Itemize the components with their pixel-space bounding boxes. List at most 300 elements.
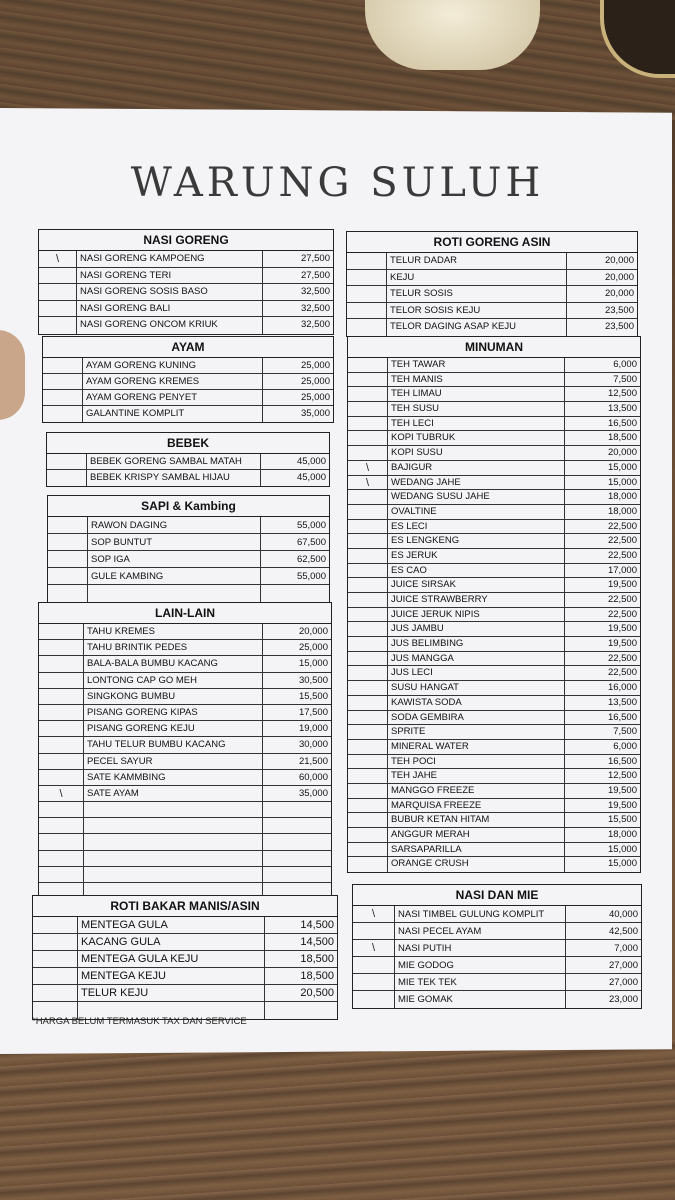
item-name: TEH POCI — [388, 755, 565, 769]
item-price: 13,500 — [607, 403, 637, 415]
item-name: SATE KAMMBING — [84, 770, 263, 785]
order-tally-mark — [39, 317, 77, 334]
item-price: 12,500 — [607, 388, 637, 400]
order-tally-mark — [47, 470, 87, 486]
item-price: 22,500 — [607, 652, 637, 664]
menu-item-row — [348, 828, 640, 843]
item-name: SUSU HANGAT — [388, 681, 565, 695]
menu-item-row — [348, 431, 640, 446]
order-tally-mark — [348, 593, 388, 607]
item-price — [261, 585, 329, 602]
section-title: MINUMAN — [348, 337, 640, 358]
order-tally-mark — [39, 689, 84, 704]
order-tally-mark — [348, 402, 388, 416]
item-name: ORANGE CRUSH — [388, 857, 565, 872]
item-name: TELUR DADAR — [387, 253, 567, 269]
order-tally-mark — [348, 828, 388, 842]
item-price: 55,000 — [296, 571, 326, 582]
item-name: NASI PUTIH — [395, 940, 566, 956]
item-name: AYAM GORENG KUNING — [83, 358, 263, 373]
item-price: 27,000 — [608, 960, 638, 971]
item-name: NASI GORENG TERI — [77, 268, 263, 284]
order-tally-mark — [39, 834, 84, 849]
item-name: JUS MANGGA — [388, 652, 565, 666]
menu-item-row — [39, 786, 331, 802]
item-price: 42,500 — [608, 926, 638, 937]
order-tally-mark — [348, 417, 388, 431]
item-price: 18,000 — [607, 491, 637, 503]
menu-item-row — [33, 934, 337, 951]
item-price: 18,500 — [300, 970, 334, 982]
menu-item-row — [348, 652, 640, 667]
item-name: PISANG GORENG KEJU — [84, 721, 263, 736]
item-price: 19,000 — [298, 723, 328, 735]
item-name — [84, 834, 263, 849]
item-name: TEH JAHE — [388, 769, 565, 783]
item-name: MINERAL WATER — [388, 740, 565, 754]
order-tally-mark — [39, 640, 84, 655]
menu-item-row — [353, 906, 641, 923]
menu-item-row — [39, 818, 331, 834]
item-price: 45,000 — [296, 456, 326, 467]
item-name: SINGKONG BUMBU — [84, 689, 263, 704]
menu-item-row — [39, 640, 331, 656]
menu-item-row — [348, 505, 640, 520]
item-price: 15,500 — [298, 690, 328, 702]
order-tally-mark — [347, 303, 387, 319]
item-price: 6,000 — [613, 359, 637, 370]
item-price: 17,500 — [298, 706, 328, 718]
menu-item-row — [348, 637, 640, 652]
item-price: 30,500 — [298, 674, 328, 686]
menu-item-row — [348, 373, 640, 388]
item-price: 30,000 — [298, 739, 328, 751]
order-tally-mark — [348, 784, 388, 798]
item-name: TELOR SOSIS KEJU — [387, 303, 567, 319]
item-price: 23,500 — [604, 321, 634, 332]
item-name — [84, 802, 263, 817]
item-name: KOPI SUSU — [388, 446, 565, 460]
item-price: 60,000 — [298, 771, 328, 783]
item-price: 15,000 — [607, 858, 637, 870]
menu-item-row — [43, 374, 333, 390]
menu-item-row — [348, 476, 640, 491]
item-price: 15,000 — [607, 461, 637, 473]
menu-item-row — [348, 784, 640, 799]
menu-item-row — [348, 755, 640, 770]
item-price: 6,000 — [613, 740, 637, 752]
order-tally-mark — [33, 985, 78, 1001]
item-name: LONTONG CAP GO MEH — [84, 673, 263, 688]
menu-item-row — [43, 390, 333, 406]
order-tally-mark — [348, 564, 388, 578]
order-tally-mark — [348, 387, 388, 401]
order-tally-mark — [347, 286, 387, 302]
order-tally-mark — [348, 431, 388, 445]
order-tally-mark — [348, 696, 388, 710]
item-price: 25,000 — [300, 392, 330, 403]
order-tally-mark: \ — [348, 476, 388, 490]
menu-item-row — [347, 286, 637, 303]
item-price: 20,000 — [607, 447, 637, 459]
item-price: 67,500 — [296, 537, 326, 548]
menu-item-row — [348, 534, 640, 549]
order-tally-mark — [353, 991, 395, 1008]
footnote: *HARGA BELUM TERMASUK TAX DAN SERVICE — [32, 1016, 247, 1027]
menu-item-row — [39, 851, 331, 867]
item-price — [263, 834, 331, 849]
item-name: MENTEGA GULA KEJU — [78, 951, 265, 967]
item-price: 35,000 — [300, 408, 330, 419]
item-price: 55,000 — [296, 520, 326, 531]
menu-item-row — [48, 551, 329, 568]
menu-item-row — [39, 301, 333, 318]
item-price — [263, 802, 331, 817]
order-tally-mark — [48, 568, 88, 584]
menu-item-row — [47, 454, 329, 470]
item-price: 21,500 — [298, 755, 328, 767]
order-tally-mark — [39, 851, 84, 866]
item-price — [263, 851, 331, 866]
item-name: MIE GODOG — [395, 957, 566, 973]
item-price: 22,500 — [607, 520, 637, 532]
menu-item-row — [48, 517, 329, 534]
order-tally-mark — [348, 681, 388, 695]
item-price: 19,500 — [607, 623, 637, 635]
item-name: JUS JAMBU — [388, 622, 565, 636]
item-name: ANGGUR MERAH — [388, 828, 565, 842]
menu-item-row — [348, 681, 640, 696]
order-tally-mark — [348, 578, 388, 592]
menu-section-lain — [38, 602, 332, 916]
order-tally-mark — [348, 520, 388, 534]
order-tally-mark — [348, 769, 388, 783]
item-price: 25,000 — [300, 360, 330, 371]
menu-item-row — [348, 578, 640, 593]
item-price: 27,000 — [608, 977, 638, 988]
menu-item-row — [348, 520, 640, 535]
menu-item-row — [347, 253, 637, 270]
item-price: 23,000 — [608, 994, 638, 1005]
menu-item-row — [48, 534, 329, 551]
menu-item-row — [348, 358, 640, 373]
item-name: GULE KAMBING — [88, 568, 261, 584]
item-name: JUS BELIMBING — [388, 637, 565, 651]
order-tally-mark — [348, 373, 388, 387]
item-price: 18,500 — [300, 953, 334, 965]
item-name: BALA-BALA BUMBU KACANG — [84, 656, 263, 671]
item-name: TEH TAWAR — [388, 358, 565, 372]
item-price: 62,500 — [296, 554, 326, 565]
item-price: 22,500 — [607, 535, 637, 547]
item-name: JUICE JERUK NIPIS — [388, 608, 565, 622]
order-tally-mark — [348, 358, 388, 372]
item-price: 22,500 — [607, 549, 637, 561]
section-title: NASI GORENG — [39, 230, 333, 251]
menu-item-row — [348, 446, 640, 461]
menu-item-row — [347, 270, 637, 287]
menu-section-ayam — [42, 336, 334, 423]
menu-item-row — [348, 711, 640, 726]
menu-item-row — [39, 705, 331, 721]
order-tally-mark — [33, 917, 78, 933]
order-tally-mark — [353, 957, 395, 973]
order-tally-mark — [348, 446, 388, 460]
item-name: JUICE STRAWBERRY — [388, 593, 565, 607]
menu-item-row — [348, 593, 640, 608]
item-price: 14,500 — [300, 919, 334, 931]
order-tally-mark — [39, 705, 84, 720]
item-name: SOP IGA — [88, 551, 261, 567]
menu-item-row — [39, 770, 331, 786]
item-price: 15,500 — [607, 814, 637, 826]
item-price: 35,000 — [298, 787, 328, 799]
item-price: 32,500 — [300, 286, 330, 297]
item-name: MANGGO FREEZE — [388, 784, 565, 798]
item-name: WEDANG JAHE — [388, 476, 565, 490]
order-tally-mark — [33, 934, 78, 950]
menu-item-row — [33, 968, 337, 985]
menu-item-row — [33, 985, 337, 1002]
order-tally-mark — [33, 951, 78, 967]
order-tally-mark — [347, 319, 387, 336]
order-tally-mark — [348, 608, 388, 622]
section-title: ROTI BAKAR MANIS/ASIN — [33, 896, 337, 917]
order-tally-mark — [48, 585, 88, 602]
order-tally-mark — [347, 253, 387, 269]
item-price: 27,500 — [300, 253, 330, 264]
menu-item-row — [39, 721, 331, 737]
order-tally-mark — [348, 857, 388, 872]
item-price: 7,000 — [614, 943, 638, 954]
item-name: TAHU KREMES — [84, 624, 263, 639]
order-tally-mark — [347, 270, 387, 286]
item-name: ES JERUK — [388, 549, 565, 563]
item-name: JUS LECI — [388, 666, 565, 680]
item-name: TAHU TELUR BUMBU KACANG — [84, 737, 263, 752]
item-name: SATE AYAM — [84, 786, 263, 801]
section-title: ROTI GORENG ASIN — [347, 232, 637, 253]
item-price: 17,000 — [607, 564, 637, 576]
item-price: 14,500 — [300, 936, 334, 948]
menu-item-row — [33, 951, 337, 968]
item-price: 16,500 — [607, 417, 637, 429]
order-tally-mark — [43, 406, 83, 422]
menu-item-row — [348, 490, 640, 505]
section-title: LAIN-LAIN — [39, 603, 331, 624]
order-tally-mark — [348, 813, 388, 827]
order-tally-mark — [348, 549, 388, 563]
order-tally-mark — [48, 551, 88, 567]
item-price: 22,500 — [607, 594, 637, 605]
item-name: WEDANG SUSU JAHE — [388, 490, 565, 504]
item-name: NASI GORENG ONCOM KRIUK — [77, 317, 263, 334]
menu-item-row — [348, 843, 640, 858]
order-tally-mark — [348, 799, 388, 813]
item-name: NASI GORENG SOSIS BASO — [77, 284, 263, 300]
order-tally-mark — [39, 656, 84, 671]
item-price: 40,000 — [608, 909, 638, 920]
item-price: 25,000 — [300, 376, 330, 387]
menu-item-row — [47, 470, 329, 486]
menu-item-row — [353, 991, 641, 1008]
cup-saucer — [365, 0, 540, 70]
item-price: 23,500 — [604, 304, 634, 316]
menu-item-row — [353, 957, 641, 974]
item-price: 16,500 — [607, 755, 637, 767]
item-price: 27,500 — [300, 269, 330, 281]
menu-item-row — [39, 624, 331, 640]
item-price — [265, 1002, 337, 1019]
item-name: NASI TIMBEL GULUNG KOMPLIT — [395, 906, 566, 922]
item-name: KACANG GULA — [78, 934, 265, 950]
menu-section-roti-goreng — [346, 231, 638, 337]
order-tally-mark — [348, 637, 388, 651]
item-name: MIE GOMAK — [395, 991, 566, 1008]
menu-item-row — [48, 585, 329, 602]
order-tally-mark: \ — [353, 906, 395, 922]
item-price: 7,500 — [613, 726, 637, 738]
item-price: 18,000 — [607, 505, 637, 517]
order-tally-mark — [348, 652, 388, 666]
menu-item-row — [353, 940, 641, 957]
item-price: 20,500 — [300, 987, 334, 999]
item-name: KOPI TUBRUK — [388, 431, 565, 445]
menu-item-row — [353, 923, 641, 940]
item-name: PISANG GORENG KIPAS — [84, 705, 263, 720]
item-name: KEJU — [387, 270, 567, 286]
item-name: MENTEGA GULA — [78, 917, 265, 933]
section-title: AYAM — [43, 337, 333, 358]
item-price: 32,500 — [300, 302, 330, 314]
order-tally-mark — [39, 624, 84, 639]
menu-item-row — [39, 754, 331, 770]
menu-item-row — [43, 406, 333, 422]
section-title: BEBEK — [47, 433, 329, 454]
item-price: 20,000 — [604, 288, 634, 299]
order-tally-mark — [39, 770, 84, 785]
item-price: 18,500 — [607, 432, 637, 444]
menu-item-row — [348, 813, 640, 828]
item-name: BAJIGUR — [388, 461, 565, 475]
menu-item-row — [39, 251, 333, 268]
item-name: TELOR DAGING ASAP KEJU — [387, 319, 567, 336]
order-tally-mark — [48, 534, 88, 550]
item-price: 15,000 — [298, 658, 328, 670]
item-name: TEH MANIS — [388, 373, 565, 387]
item-name: TAHU BRINTIK PEDES — [84, 640, 263, 655]
item-name: KAWISTA SODA — [388, 696, 565, 710]
item-name: JUICE SIRSAK — [388, 578, 565, 592]
item-name — [84, 867, 263, 882]
item-name: SPRITE — [388, 725, 565, 739]
menu-item-row — [39, 284, 333, 301]
item-name: ES CAO — [388, 564, 565, 578]
order-tally-mark — [348, 843, 388, 857]
menu-item-row — [348, 461, 640, 476]
menu-item-row — [353, 974, 641, 991]
menu-section-minuman — [347, 336, 641, 873]
order-tally-mark — [348, 534, 388, 548]
order-tally-mark — [33, 968, 78, 984]
order-tally-mark — [39, 754, 84, 769]
menu-item-row — [33, 917, 337, 934]
item-name: AYAM GORENG KREMES — [83, 374, 263, 389]
item-name: GALANTINE KOMPLIT — [83, 406, 263, 422]
item-price: 16,500 — [607, 711, 637, 723]
menu-item-row — [348, 549, 640, 564]
item-price: 20,000 — [604, 271, 634, 283]
item-price: 20,000 — [298, 626, 328, 637]
item-price: 19,500 — [607, 799, 637, 811]
order-tally-mark — [348, 711, 388, 725]
item-name: PECEL SAYUR — [84, 754, 263, 769]
item-price — [263, 818, 331, 833]
item-name: AYAM GORENG PENYET — [83, 390, 263, 405]
menu-item-row — [48, 568, 329, 585]
item-name: TEH LIMAU — [388, 387, 565, 401]
order-tally-mark — [353, 923, 395, 939]
item-name: TEH SUSU — [388, 402, 565, 416]
item-price: 19,500 — [607, 579, 637, 591]
menu-title: WARUNG SULUH — [130, 160, 545, 206]
item-price: 32,500 — [300, 319, 330, 330]
order-tally-mark — [348, 666, 388, 680]
order-tally-mark: \ — [348, 461, 388, 475]
menu-section-roti-bakar — [32, 895, 338, 1020]
menu-item-row — [39, 867, 331, 883]
item-name: SOP BUNTUT — [88, 534, 261, 550]
menu-section-sapi — [47, 495, 330, 603]
wooden-table-background — [0, 0, 675, 120]
order-tally-mark — [43, 374, 83, 389]
item-name: OVALTINE — [388, 505, 565, 519]
order-tally-mark — [348, 490, 388, 504]
order-tally-mark — [39, 867, 84, 882]
item-price: 22,500 — [607, 667, 637, 679]
order-tally-mark — [348, 740, 388, 754]
menu-item-row — [347, 303, 637, 320]
order-tally-mark — [39, 802, 84, 817]
menu-section-nasi-goreng — [38, 229, 334, 335]
menu-item-row — [348, 666, 640, 681]
item-name: TELUR SOSIS — [387, 286, 567, 302]
order-tally-mark — [39, 301, 77, 317]
item-name: NASI GORENG BALI — [77, 301, 263, 317]
order-tally-mark — [353, 974, 395, 990]
item-name: RAWON DAGING — [88, 517, 261, 533]
order-tally-mark — [39, 737, 84, 752]
menu-item-row — [348, 725, 640, 740]
item-price: 20,000 — [604, 255, 634, 266]
menu-item-row — [348, 564, 640, 579]
menu-item-row — [348, 857, 640, 872]
item-price — [263, 867, 331, 882]
menu-section-nasi-mie — [352, 884, 642, 1009]
menu-item-row — [39, 737, 331, 753]
menu-item-row — [39, 317, 333, 334]
item-name: MIE TEK TEK — [395, 974, 566, 990]
item-name: TELUR KEJU — [78, 985, 265, 1001]
order-tally-mark: \ — [353, 940, 395, 956]
item-price: 16,000 — [607, 682, 637, 694]
item-price: 25,000 — [298, 642, 328, 654]
menu-item-row — [348, 696, 640, 711]
order-tally-mark — [39, 284, 77, 300]
item-name: TEH LECI — [388, 417, 565, 431]
menu-item-row — [348, 402, 640, 417]
item-name: SARSAPARILLA — [388, 843, 565, 857]
